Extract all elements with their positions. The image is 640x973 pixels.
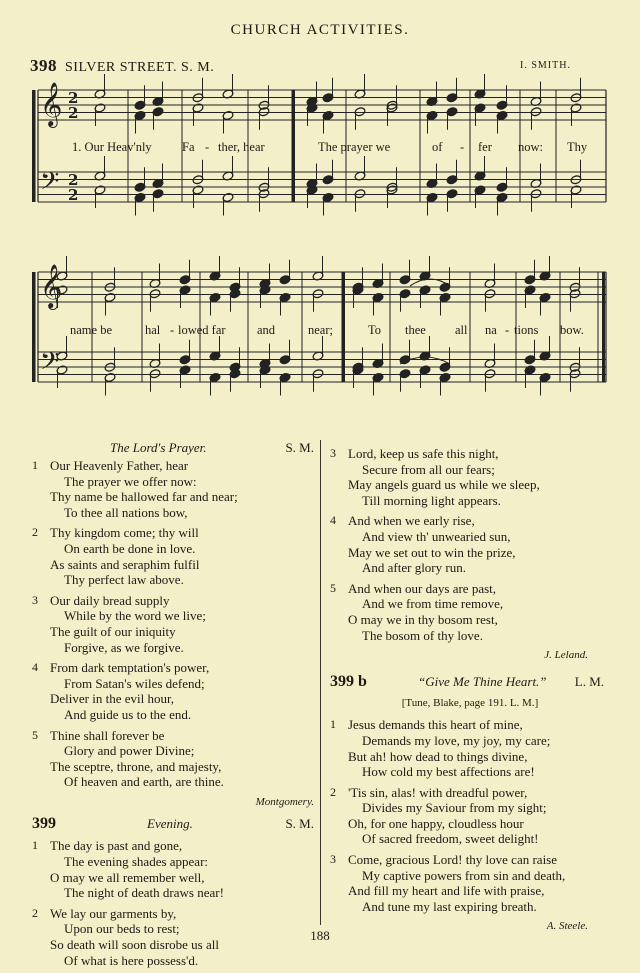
- line-text: Of heaven and earth, are thine.: [64, 774, 224, 790]
- syllable: name be: [70, 323, 112, 337]
- hymn-399-continued-stanzas: [330, 446, 610, 643]
- stanza-number: 1: [330, 717, 336, 732]
- line-text: So death will soon disrobe us all: [50, 937, 219, 953]
- svg-text:2: 2: [68, 89, 79, 107]
- line-text: And after glory run.: [362, 560, 466, 576]
- stanza-line: [330, 785, 610, 801]
- line-text: Divides my Saviour from my sight;: [362, 800, 547, 816]
- line-text: Till morning light appears.: [362, 492, 501, 508]
- stanza-line: [32, 525, 314, 541]
- stanza-line: [32, 608, 314, 624]
- stanza-line: [32, 593, 314, 609]
- syllable: now:: [518, 140, 543, 154]
- meter: S. M.: [285, 816, 314, 832]
- stanza-line: [32, 474, 314, 490]
- stanza-number: 3: [330, 446, 336, 460]
- page-number: 188: [310, 928, 330, 943]
- stanza-line: [32, 458, 314, 474]
- syllable: The prayer we: [318, 140, 391, 154]
- tune-note: [Tune, Blake, page 191. L. M.]: [401, 696, 539, 709]
- svg-text:2: 2: [68, 104, 79, 122]
- composer: I. SMITH.: [520, 60, 571, 71]
- line-text: May we set out to win the prize,: [348, 544, 516, 560]
- stanza-line: [330, 749, 610, 765]
- stanza-line: [32, 572, 314, 588]
- syllable: To: [368, 323, 382, 337]
- attribution: Montgomery.: [255, 795, 314, 808]
- line-text: From dark temptation's power,: [50, 660, 210, 676]
- line-text: Our Heavenly Father, hear: [50, 458, 189, 473]
- lords-prayer-heading: [32, 440, 314, 458]
- line-text: The guilt of our iniquity: [50, 623, 176, 639]
- line-text: To thee all nations bow,: [64, 504, 188, 520]
- svg-text:𝄞: 𝄞: [40, 82, 63, 126]
- hymn-title: “Give Me Thine Heart.”: [418, 673, 547, 689]
- syllable: and: [257, 323, 276, 337]
- stanza-number: 1: [32, 838, 38, 853]
- stanza: [32, 660, 314, 722]
- svg-text:𝄢: 𝄢: [40, 347, 60, 382]
- line-text: Our daily bread supply: [50, 592, 170, 608]
- stanza-line: [32, 728, 314, 744]
- line-text: Upon our beds to rest;: [64, 921, 180, 937]
- stanza-number: 3: [330, 852, 336, 867]
- stanza-line: [330, 831, 610, 847]
- music-score: [0, 0, 640, 420]
- hymn-399b-heading: [330, 674, 610, 696]
- stanza-line: [330, 545, 610, 561]
- stanza-line: [32, 906, 314, 922]
- stanza-line: [330, 800, 610, 816]
- hymn-title: Evening.: [147, 816, 193, 832]
- syllable: lowed far: [178, 323, 226, 337]
- line-text: Jesus demands this heart of mine,: [348, 717, 523, 733]
- hymn-399-stanzas: [32, 838, 314, 968]
- syllable: thee: [405, 323, 426, 337]
- stanza: [330, 513, 610, 575]
- svg-text:𝄞: 𝄞: [40, 264, 63, 308]
- stanza-line: [330, 596, 610, 612]
- line-text: The evening shades appear:: [64, 854, 209, 870]
- syllable: -: [460, 140, 465, 154]
- line-text: Of sacred freedom, sweet delight!: [362, 831, 539, 847]
- lyrics-line-2: [0, 323, 640, 339]
- stanza: [32, 593, 314, 655]
- meter: S. M.: [285, 440, 314, 455]
- line-text: But ah! how dead to things divine,: [348, 748, 528, 764]
- left-column: [32, 440, 314, 973]
- syllable: near;: [308, 323, 333, 337]
- line-text: Forgive, as we forgive.: [64, 639, 184, 655]
- line-text: Demands my love, my joy, my care;: [362, 732, 551, 748]
- line-text: Thine shall forever be: [50, 727, 165, 743]
- line-text: Glory and power Divine;: [64, 743, 195, 759]
- stanza-number: 5: [32, 727, 38, 742]
- line-text: May angels guard us while we sleep,: [348, 477, 540, 493]
- stanza-line: [330, 612, 610, 628]
- line-text: And view th' unwearied sun,: [362, 528, 511, 544]
- stanza-line: [32, 557, 314, 573]
- line-text: Thy kingdom come; thy will: [50, 525, 199, 541]
- stanza-number: 3: [32, 592, 38, 607]
- line-text: And when we early rise,: [348, 513, 475, 529]
- stanza: [32, 728, 314, 790]
- line-text: And when our days are past,: [348, 580, 497, 596]
- line-text: And fill my heart and life with praise,: [348, 883, 545, 899]
- stanza-line: [330, 628, 610, 644]
- hymn-399-heading: [32, 816, 314, 838]
- line-text: Oh, for one happy, cloudless hour: [348, 815, 524, 831]
- syllable: Thy: [567, 140, 588, 154]
- stanza-number: 4: [32, 660, 38, 675]
- stanza-line: [330, 899, 610, 915]
- stanza: [330, 785, 610, 847]
- line-text: Of what is here possess'd.: [64, 952, 199, 968]
- stanza-number: 2: [330, 784, 336, 799]
- stanza-line: [330, 883, 610, 899]
- line-text: How cold my best affections are!: [362, 764, 535, 780]
- syllable: of: [432, 140, 443, 154]
- line-text: Secure from all our fears;: [362, 461, 495, 477]
- stanza-line: [330, 529, 610, 545]
- stanza-number: 2: [32, 905, 38, 920]
- line-text: From Satan's wiles defend;: [64, 675, 205, 691]
- line-text: The prayer we offer now:: [64, 473, 197, 489]
- stanza-number: 4: [330, 513, 336, 528]
- line-text: On earth be done in love.: [64, 540, 196, 556]
- stanza-line: [330, 560, 610, 576]
- stanza-line: [330, 462, 610, 478]
- stanza-line: [32, 640, 314, 656]
- stanza-line: [330, 493, 610, 509]
- line-text: The night of death draws near!: [64, 885, 224, 901]
- tune-name: SILVER STREET. S. M.: [65, 60, 215, 75]
- lyrics-line-1: [0, 140, 640, 156]
- syllable: Fa: [182, 140, 195, 154]
- stanza-line: [32, 743, 314, 759]
- syllable: tions: [514, 323, 539, 337]
- syllable: fer: [478, 140, 492, 154]
- line-text: The day is past and gone,: [50, 838, 183, 854]
- stanza-line: [330, 717, 610, 733]
- syllable: bow.: [560, 323, 584, 337]
- svg-text:2: 2: [68, 186, 79, 204]
- stanza-number: 2: [32, 525, 38, 540]
- line-text: Thy perfect law above.: [64, 572, 184, 588]
- running-header: CHURCH ACTIVITIES.: [230, 22, 410, 38]
- hymn-title: The Lord's Prayer.: [110, 440, 207, 455]
- line-text: O may we all remember well,: [50, 869, 205, 885]
- stanza-line: [330, 764, 610, 780]
- stanza-line: [32, 541, 314, 557]
- line-text: And guide us to the end.: [64, 706, 192, 722]
- stanza-line: [32, 838, 314, 854]
- stanza-line: [330, 733, 610, 749]
- stanza-line: [32, 505, 314, 521]
- stanza: [32, 525, 314, 587]
- stanza-line: [330, 446, 610, 462]
- stanza-line: [32, 870, 314, 886]
- meter: L. M.: [574, 673, 604, 689]
- column-divider: [320, 440, 321, 925]
- stanza-line: [330, 816, 610, 832]
- stanza-line: [32, 691, 314, 707]
- stanza-line: [32, 774, 314, 790]
- syllable: -: [205, 140, 210, 154]
- stanza-line: [32, 676, 314, 692]
- stanza-line: [32, 707, 314, 723]
- line-text: Lord, keep us safe this night,: [348, 446, 499, 461]
- syllable: all: [455, 323, 468, 337]
- stanza-line: [32, 885, 314, 901]
- stanza: [330, 717, 610, 779]
- right-column: [330, 446, 610, 935]
- syllable: 1. Our Heav'nly: [72, 140, 152, 154]
- line-text: O may we in thy bosom rest,: [348, 611, 498, 627]
- hymn-number: 399 b: [330, 672, 367, 690]
- line-text: The sceptre, throne, and majesty,: [50, 758, 222, 774]
- stanza: [32, 458, 314, 520]
- stanza: [330, 581, 610, 643]
- line-text: The bosom of thy love.: [362, 627, 483, 643]
- syllable: ther, hear: [218, 140, 265, 154]
- stanza: [32, 838, 314, 900]
- syllable: -: [170, 323, 175, 337]
- line-text: While by the word we live;: [64, 608, 206, 624]
- line-text: 'Tis sin, alas! with dreadful power,: [348, 784, 528, 800]
- line-text: Thy name be hallowed far and near;: [50, 489, 238, 505]
- lords-prayer-stanzas: [32, 458, 314, 790]
- hymn-number: 399: [32, 815, 56, 833]
- line-text: My captive powers from sin and death,: [362, 867, 566, 883]
- stanza-line: [330, 513, 610, 529]
- line-text: And tune my last expiring breath.: [362, 898, 537, 914]
- hymn-number: 398: [30, 56, 57, 75]
- stanza-line: [32, 660, 314, 676]
- attribution: A. Steele.: [546, 920, 588, 933]
- stanza-line: [330, 477, 610, 493]
- syllable: na: [485, 323, 497, 337]
- svg-text:2: 2: [68, 171, 79, 189]
- line-text: Deliver in the evil hour,: [50, 691, 175, 707]
- line-text: Come, gracious Lord! thy love can raise: [348, 852, 558, 868]
- stanza-number: 1: [32, 458, 38, 472]
- attribution: J. Leland.: [544, 649, 588, 662]
- line-text: And we from time remove,: [362, 596, 504, 612]
- stanza-line: [330, 868, 610, 884]
- stanza: [330, 446, 610, 508]
- stanza-line: [32, 489, 314, 505]
- line-text: As saints and seraphim fulfil: [50, 556, 200, 572]
- hymn-399b-stanzas: [330, 717, 610, 914]
- stanza-number: 5: [330, 580, 336, 595]
- svg-text:𝄢: 𝄢: [40, 167, 60, 202]
- line-text: We lay our garments by,: [50, 905, 177, 921]
- stanza: [330, 852, 610, 914]
- syllable: hal: [145, 323, 161, 337]
- stanza-line: [32, 624, 314, 640]
- stanza-line: [330, 852, 610, 868]
- stanza-line: [32, 854, 314, 870]
- syllable: -: [505, 323, 510, 337]
- stanza-line: [330, 581, 610, 597]
- stanza-line: [32, 759, 314, 775]
